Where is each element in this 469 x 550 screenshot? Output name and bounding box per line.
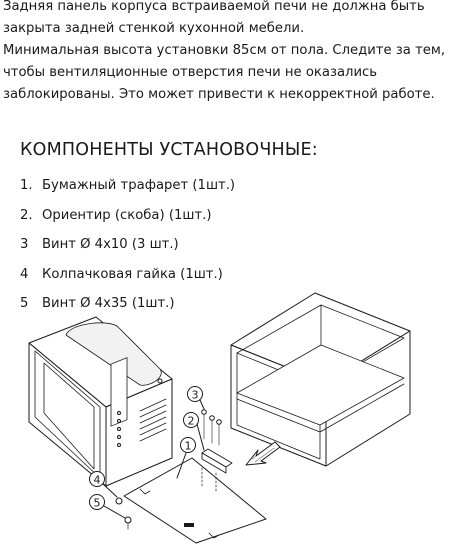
item-number: 3 — [20, 237, 29, 253]
callout-label: 2 — [187, 414, 195, 428]
item-label: Винт Ø 4x10 (3 шт.) — [42, 237, 179, 253]
insert-arrow — [246, 442, 280, 465]
installation-diagram — [0, 283, 469, 550]
callout-label: 3 — [191, 388, 199, 402]
list-item — [20, 230, 235, 260]
item-number: 2. — [20, 207, 33, 223]
intro-paragraph-install-height: Минимальная высота установки 85см от пола. Следите за тем, чтобы вентиляционные отверстия печи не оказались заблокированы. Это может привести к некорректной работе. — [3, 43, 446, 102]
callout-3 — [188, 387, 205, 410]
item-number: 4 — [20, 266, 29, 282]
intro-paragraph-rear-panel: Задняя панель корпуса встраиваемой печи не должна быть закрыта задней стенкой кухонной мебели. — [3, 0, 425, 36]
item-number: 5 — [20, 296, 29, 312]
cabinet-illustration — [231, 293, 410, 466]
list-item — [20, 171, 235, 201]
bracket-and-screws — [202, 410, 232, 473]
components-heading: КОМПОНЕНТЫ УСТАНОВОЧНЫЕ: — [20, 140, 318, 160]
callout-label: 4 — [93, 473, 101, 487]
list-item — [20, 201, 235, 231]
paper-template — [124, 458, 266, 543]
item-label: Ориентир (скоба) (1шт.) — [42, 207, 212, 223]
oven-illustration — [29, 317, 172, 486]
item-label: Колпачковая гайка (1шт.) — [42, 266, 223, 282]
item-number: 1. — [20, 178, 33, 194]
item-label: Бумажный трафарет (1шт.) — [42, 178, 236, 194]
cap-nut-and-screw — [116, 498, 131, 529]
callout-label: 5 — [93, 496, 101, 510]
item-label: Винт Ø 4x35 (1шт.) — [42, 296, 175, 312]
callout-label: 1 — [184, 439, 192, 453]
